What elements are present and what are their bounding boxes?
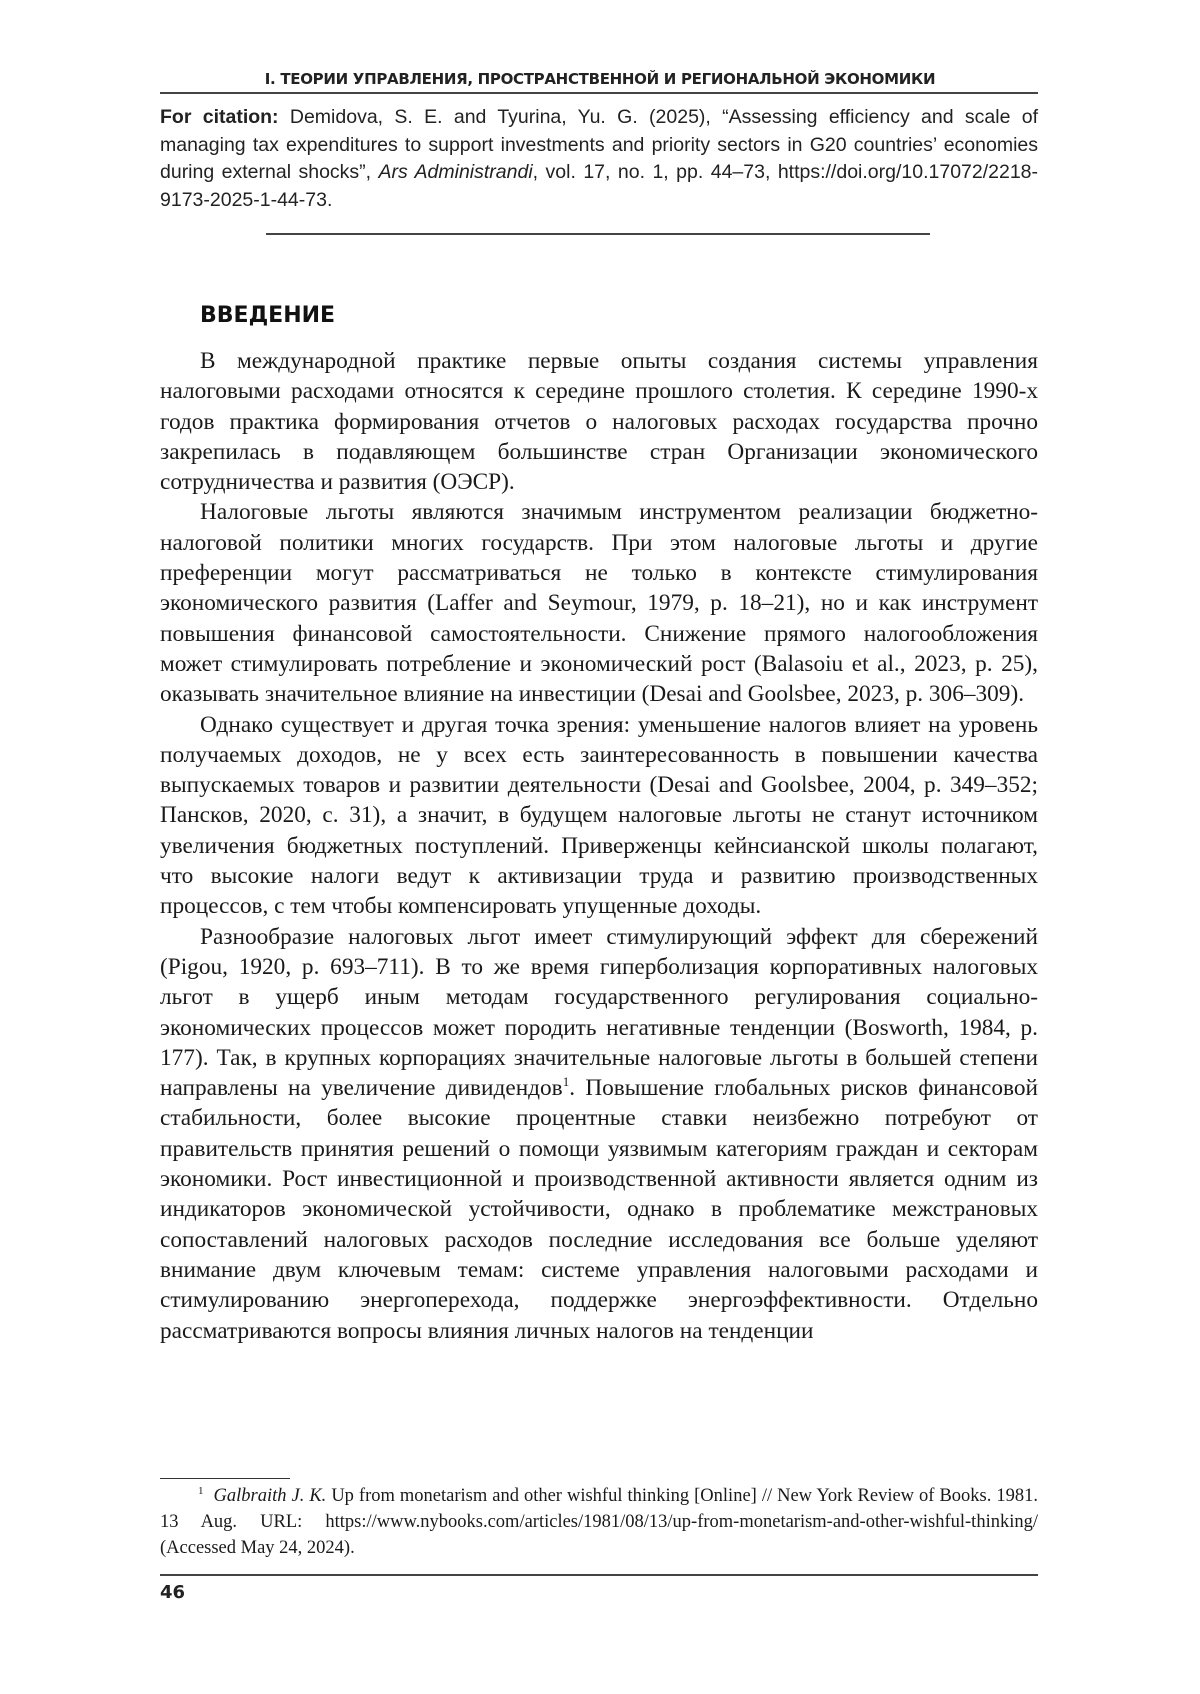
citation-text-after: , vol. 17, no. 1, pp. 44–73, https://doi.org/10.17072/2218-9173-2025-1-44-73. xyxy=(160,161,1039,211)
citation-label: For citation: xyxy=(160,106,279,128)
paragraph-text: . Повышение глобальных рисков финансовой стабильности, более высокие процентные ставки неизбежно потребуют от правительств принятия решений о помощи уязвимым категориям граждан и секторам экономики. Рост инвестиционной и производственной активности является одним из индикаторов экономической устойчивости, однако в проблематике межстрановых сопоставлений налоговых расходов последние исследования все больше уделяют внимание двум ключевым темам: системе управления налоговыми расходами и стимулированию энергоперехода, поддержке энергоэффективности. Отдельно рассматриваются вопросы влияния личных налогов на тенденции xyxy=(160,1075,1038,1344)
section-title: ВВЕДЕНИЕ xyxy=(200,303,336,328)
paragraph: Однако существует и другая точка зрения: уменьшение налогов влияет на уровень получаемых доходов, не у всех есть заинтересованность в повышении качества выпускаемых товаров и развитии деятельности (Desai and Goolsbee, 2004, p. 349–352; Пансков, 2020, с. 31), а значит, в будущем налоговые льготы не станут источником увеличения бюджетных поступлений. Приверженцы кейнсианской школы полагают, что высокие налоги ведут к активизации труда и развитию производственных процессов, с тем чтобы компенсировать упущенные доходы. xyxy=(160,711,1038,920)
footnote-ref[interactable]: 1 xyxy=(562,1074,570,1090)
citation-block xyxy=(160,104,1038,214)
running-header: I. ТЕОРИИ УПРАВЛЕНИЯ, ПРОСТРАНСТВЕННОЙ И РЕГИОНАЛЬНОЙ ЭКОНОМИКИ xyxy=(264,70,936,88)
citation-rule xyxy=(266,233,930,235)
body-text xyxy=(160,346,1038,1346)
paragraph: В международной практике первые опыты создания системы управления налоговыми расходами относятся к середине прошлого столетия. К середине 1990-х годов практика формирования отчетов о налоговых расходах государства прочно закрепилась в подавляющем большинстве стран Организации экономического сотрудничества и развития (ОЭСР). xyxy=(160,348,1038,496)
footnote-author: Galbraith J. K. xyxy=(213,1486,327,1506)
citation-journal: Ars Administrandi xyxy=(378,161,533,183)
paragraph-text: Разнообразие налоговых льгот имеет стимулирующий эффект для сбережений (Pigou, 1920, p. 693–711). В то же время гиперболизация корпоративных налоговых льгот в ущерб иным методам государственного регулирования социально-экономических процессов может породить негативные тенденции (Bosworth, 1984, p. 177). Так, в крупных корпорациях значительные налоговые льготы в большей степени направлены на увеличение дивидендов xyxy=(160,923,1038,1102)
footnote xyxy=(160,1483,1038,1561)
footnote-mark: 1 xyxy=(198,1484,204,1497)
footnote-rule xyxy=(160,1478,290,1479)
footnote-text: Up from monetarism and other wishful thinking [Online] // New York Review of Books. 1981. 13 Aug. URL: https://www.nybooks.com/articles/1981/08/13/up-from-monetarism-and-other-wishful-thinking/ (Accessed May 24, 2024). xyxy=(160,1486,1039,1558)
page-number: 46 xyxy=(160,1582,186,1603)
footer-rule xyxy=(160,1574,1038,1576)
citation-text-before: Demidova, S. E. and Tyurina, Yu. G. (2025), “Assessing efficiency and scale of managing tax expenditures to support investments and priority sectors in G20 countries’ economies during external shocks”, xyxy=(160,106,1038,183)
paragraph: Налоговые льготы являются значимым инструментом реализации бюджетно-налоговой политики многих государств. При этом налоговые льготы и другие преференции могут рассматриваться не только в контексте стимулирования экономического развития (Laffer and Seymour, 1979, p. 18–21), но и как инструмент повышения финансовой самостоятельности. Снижение прямого налогообложения может стимулировать потребление и экономический рост (Balasoiu et al., 2023, p. 25), оказывать значительное влияние на инвестиции (Desai and Goolsbee, 2023, p. 306–309). xyxy=(160,499,1038,708)
header-rule xyxy=(160,92,1038,94)
paragraph xyxy=(160,922,1038,1346)
